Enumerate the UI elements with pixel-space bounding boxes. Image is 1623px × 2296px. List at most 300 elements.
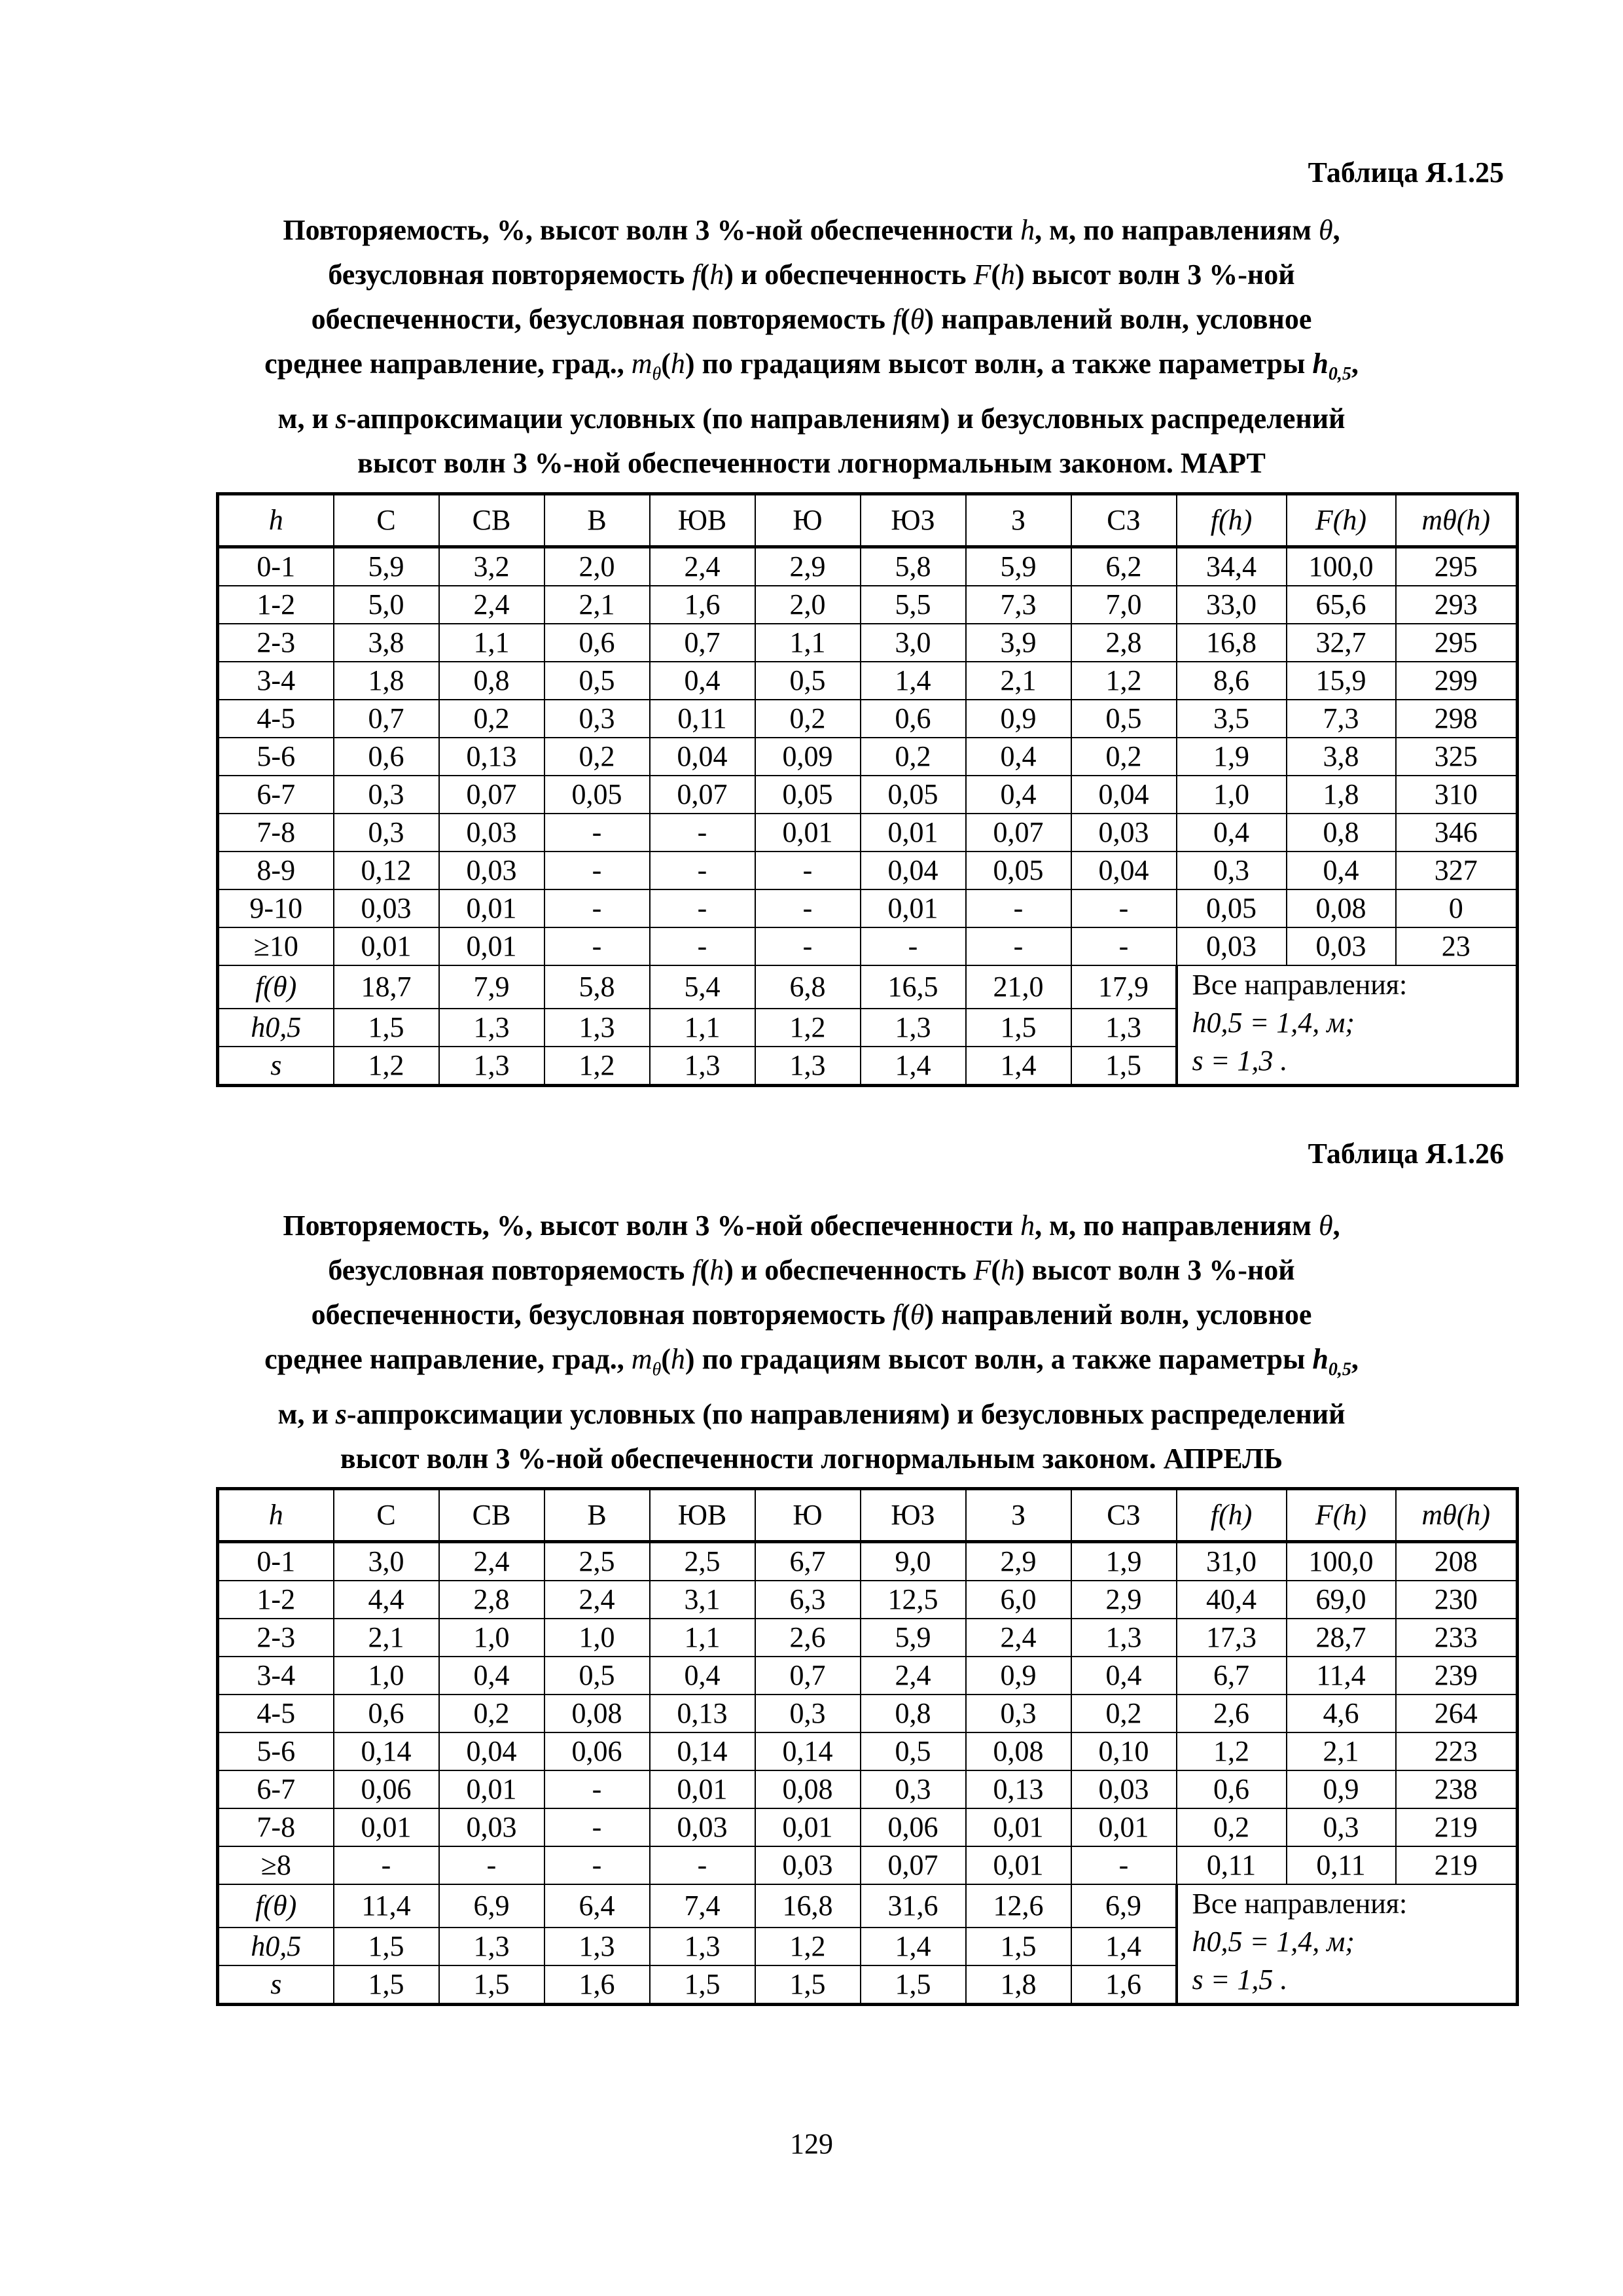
table-cell: 0,05 — [544, 776, 650, 814]
table-cell: 325 — [1396, 738, 1518, 776]
table-cell: 298 — [1396, 700, 1518, 738]
table-cell: 0,7 — [755, 1657, 861, 1695]
table-cell: 2,1 — [334, 1619, 439, 1657]
table-cell: - — [544, 927, 650, 965]
table-cell: 0,07 — [861, 1846, 966, 1884]
table-cell: 28,7 — [1287, 1619, 1396, 1657]
row-label: 6-7 — [218, 1770, 334, 1808]
table-cell: 5,5 — [861, 586, 966, 624]
table-cell: - — [544, 1846, 650, 1884]
table-cell: 0,11 — [1177, 1846, 1287, 1884]
table-cell: 0,01 — [755, 814, 861, 852]
table-cell: 0,01 — [755, 1808, 861, 1846]
row-label: 4-5 — [218, 1695, 334, 1732]
table-cell: 7,0 — [1071, 586, 1177, 624]
table-cell: 2,4 — [861, 1657, 966, 1695]
table-cell: 0,8 — [439, 662, 544, 700]
table-cell: 2,0 — [755, 586, 861, 624]
table-cell: 3,1 — [650, 1581, 755, 1619]
table-cell: 0,5 — [861, 1732, 966, 1770]
table-cell: 2,9 — [1071, 1581, 1177, 1619]
table-cell: 0,05 — [755, 776, 861, 814]
table-cell: 3,2 — [439, 547, 544, 586]
table-cell: 1,3 — [439, 1009, 544, 1047]
table-cell: 0,9 — [966, 700, 1071, 738]
table-cell: 0,12 — [334, 852, 439, 889]
table-cell: 0,3 — [1177, 852, 1287, 889]
table-cell: 0 — [1396, 889, 1518, 927]
table-cell: 0,08 — [755, 1770, 861, 1808]
table-cell: - — [861, 927, 966, 965]
table-caption: Повторяемость, %, высот волн 3 %-ной обеспеченности h, м, по направлениям θ, безусловная повторяемость f(h) и обеспеченность F(h) высот волн 3 %-ной обеспеченности, безусловная повторяемость f(θ) направлений волн, условное среднее направление, град., $m_\theta(h)$ по градациям высот волн, а также параметры $h_{0,5}$, м, и s-аппроксимации условных (по направлениям) и безусловных распределений высот волн 3 %-ной обеспеченности логнормальным законом. МАРТ — [264, 214, 1359, 479]
table-cell: 0,04 — [650, 738, 755, 776]
table-cell: 0,3 — [861, 1770, 966, 1808]
table-cell: 0,03 — [1287, 927, 1396, 965]
column-header: С — [334, 1489, 439, 1542]
table-cell: 6,4 — [544, 1884, 650, 1928]
table-cell: 9,0 — [861, 1542, 966, 1581]
table-cell: 0,14 — [755, 1732, 861, 1770]
table-cell: 0,4 — [1287, 852, 1396, 889]
table-cell: 0,07 — [650, 776, 755, 814]
table-cell: 1,5 — [861, 1965, 966, 2005]
row-label: 3-4 — [218, 662, 334, 700]
table-cell: 0,3 — [334, 776, 439, 814]
table-cell: 0,3 — [544, 700, 650, 738]
table-cell: 0,05 — [966, 852, 1071, 889]
table-cell: - — [334, 1846, 439, 1884]
table-cell: 1,1 — [650, 1009, 755, 1047]
table-cell: - — [544, 889, 650, 927]
table-cell: 1,2 — [334, 1047, 439, 1086]
table-cell: 1,5 — [966, 1928, 1071, 1965]
table-cell: 18,7 — [334, 965, 439, 1009]
table-cell: 0,06 — [861, 1808, 966, 1846]
table-cell: 0,4 — [650, 662, 755, 700]
row-label: ≥8 — [218, 1846, 334, 1884]
table-cell: - — [650, 927, 755, 965]
table-row — [218, 889, 1518, 927]
table-cell: 2,9 — [966, 1542, 1071, 1581]
column-header: Ю — [755, 1489, 861, 1542]
table-cell: 4,4 — [334, 1581, 439, 1619]
table-cell: 0,6 — [334, 738, 439, 776]
row-label: 2-3 — [218, 624, 334, 662]
table-cell: 1,3 — [755, 1047, 861, 1086]
table-cell: 0,04 — [1071, 852, 1177, 889]
table-cell: - — [544, 1770, 650, 1808]
table-cell: 34,4 — [1177, 547, 1287, 586]
table-cell: 40,4 — [1177, 1581, 1287, 1619]
table-cell: 0,04 — [1071, 776, 1177, 814]
table-cell: 0,01 — [334, 927, 439, 965]
row-label: 9-10 — [218, 889, 334, 927]
table-cell: 310 — [1396, 776, 1518, 814]
table-cell: - — [650, 1846, 755, 1884]
table-cell: 0,13 — [650, 1695, 755, 1732]
table-cell: 1,5 — [650, 1965, 755, 2005]
table-cell: 0,4 — [966, 738, 1071, 776]
table-cell: 0,03 — [1177, 927, 1287, 965]
table-cell: 2,6 — [1177, 1695, 1287, 1732]
table-row — [218, 1732, 1518, 1770]
column-header: mθ(h) — [1396, 494, 1518, 547]
summary-all-directions: Все направления: h0,5 = 1,4, м; s = 1,5 . — [1177, 1884, 1518, 2005]
table-cell: 0,13 — [439, 738, 544, 776]
table-cell: 8,6 — [1177, 662, 1287, 700]
table-cell: 6,7 — [755, 1542, 861, 1581]
table-cell: 0,9 — [1287, 1770, 1396, 1808]
table-cell: 219 — [1396, 1846, 1518, 1884]
table-cell: 0,03 — [439, 814, 544, 852]
table-cell: 7,9 — [439, 965, 544, 1009]
table-cell: 33,0 — [1177, 586, 1287, 624]
table-cell: 1,8 — [1287, 776, 1396, 814]
table-cell: 5,8 — [544, 965, 650, 1009]
table-cell: 1,3 — [650, 1928, 755, 1965]
table-cell: 0,04 — [861, 852, 966, 889]
summary-all-directions: Все направления: h0,5 = 1,4, м; s = 1,3 . — [1177, 965, 1518, 1086]
table-cell: 1,0 — [1177, 776, 1287, 814]
row-label: 0-1 — [218, 547, 334, 586]
row-label: 3-4 — [218, 1657, 334, 1695]
table-cell: 6,9 — [1071, 1884, 1177, 1928]
row-label: 8-9 — [218, 852, 334, 889]
column-header: f(h) — [1177, 494, 1287, 547]
table-cell: 21,0 — [966, 965, 1071, 1009]
table-cell: 1,8 — [334, 662, 439, 700]
table-cell: 1,4 — [861, 662, 966, 700]
table-cell: - — [439, 1846, 544, 1884]
table-cell: 0,8 — [861, 1695, 966, 1732]
column-header: F(h) — [1287, 494, 1396, 547]
table-cell: 230 — [1396, 1581, 1518, 1619]
column-header: З — [966, 494, 1071, 547]
table-row — [218, 738, 1518, 776]
table-cell: 0,6 — [861, 700, 966, 738]
row-label: 5-6 — [218, 738, 334, 776]
table-cell: 0,4 — [650, 1657, 755, 1695]
table-cell: 1,5 — [334, 1928, 439, 1965]
table-cell: 1,4 — [861, 1928, 966, 1965]
data-table — [216, 492, 1519, 1087]
column-header: f(h) — [1177, 1489, 1287, 1542]
table-cell: 1,3 — [861, 1009, 966, 1047]
table-cell: 0,01 — [966, 1808, 1071, 1846]
table-cell: 0,4 — [1071, 1657, 1177, 1695]
table-cell: 1,9 — [1071, 1542, 1177, 1581]
table-cell: 0,04 — [439, 1732, 544, 1770]
table-cell: 0,2 — [544, 738, 650, 776]
table-cell: 0,03 — [334, 889, 439, 927]
table-cell: 0,2 — [1071, 1695, 1177, 1732]
table-cell: 0,13 — [966, 1770, 1071, 1808]
table-row — [218, 1808, 1518, 1846]
table-row — [218, 852, 1518, 889]
table-cell: 0,06 — [334, 1770, 439, 1808]
table-cell: 1,2 — [1177, 1732, 1287, 1770]
table-cell: 0,01 — [439, 927, 544, 965]
table-cell: 0,07 — [439, 776, 544, 814]
table-cell: 0,03 — [650, 1808, 755, 1846]
row-label: 6-7 — [218, 776, 334, 814]
table-cell: 223 — [1396, 1732, 1518, 1770]
table-cell: 0,01 — [1071, 1808, 1177, 1846]
table-cell: 293 — [1396, 586, 1518, 624]
table-label: Таблица Я.1.26 — [1308, 1138, 1504, 1170]
table-cell: - — [650, 852, 755, 889]
table-cell: 1,5 — [1071, 1047, 1177, 1086]
table-cell: 2,4 — [544, 1581, 650, 1619]
column-header: СВ — [439, 1489, 544, 1542]
table-cell: 0,08 — [1287, 889, 1396, 927]
table-cell: 31,6 — [861, 1884, 966, 1928]
table-cell: 1,3 — [544, 1928, 650, 1965]
table-cell: 0,07 — [966, 814, 1071, 852]
table-row — [218, 814, 1518, 852]
table-cell: 2,6 — [755, 1619, 861, 1657]
table-cell: 7,3 — [966, 586, 1071, 624]
table-cell: 2,8 — [439, 1581, 544, 1619]
row-label: 5-6 — [218, 1732, 334, 1770]
table-cell: 1,6 — [1071, 1965, 1177, 2005]
table-cell: 0,01 — [439, 889, 544, 927]
table-cell: 0,2 — [439, 700, 544, 738]
table-row — [218, 927, 1518, 965]
table-row — [218, 700, 1518, 738]
table-cell: 0,2 — [755, 700, 861, 738]
table-cell: 295 — [1396, 547, 1518, 586]
table-cell: 0,3 — [334, 814, 439, 852]
table-cell: 0,6 — [544, 624, 650, 662]
table-cell: 11,4 — [334, 1884, 439, 1928]
f-theta-row — [218, 965, 1518, 1009]
table-cell: 0,03 — [439, 852, 544, 889]
table-cell: 1,0 — [544, 1619, 650, 1657]
column-header: З — [966, 1489, 1071, 1542]
table-cell: 0,2 — [861, 738, 966, 776]
row-label: 7-8 — [218, 814, 334, 852]
table-cell: 0,09 — [755, 738, 861, 776]
table-cell: 2,9 — [755, 547, 861, 586]
table-cell: 0,03 — [755, 1846, 861, 1884]
table-cell: 17,9 — [1071, 965, 1177, 1009]
table-row — [218, 1542, 1518, 1581]
table-cell: - — [966, 927, 1071, 965]
column-header: ЮЗ — [861, 1489, 966, 1542]
table-cell: 0,2 — [1071, 738, 1177, 776]
table-row — [218, 776, 1518, 814]
column-header: ЮЗ — [861, 494, 966, 547]
table-cell: 12,6 — [966, 1884, 1071, 1928]
table-cell: 6,7 — [1177, 1657, 1287, 1695]
table-cell: 2,1 — [1287, 1732, 1396, 1770]
table-cell: 65,6 — [1287, 586, 1396, 624]
f-theta-row — [218, 1884, 1518, 1928]
table-cell: 3,0 — [861, 624, 966, 662]
table-cell: 1,8 — [966, 1965, 1071, 2005]
table-cell: 5,9 — [966, 547, 1071, 586]
table-cell: 6,3 — [755, 1581, 861, 1619]
table-cell: 0,01 — [861, 814, 966, 852]
table-cell: 17,3 — [1177, 1619, 1287, 1657]
table-cell: 0,08 — [544, 1695, 650, 1732]
table-cell: 5,9 — [334, 547, 439, 586]
table-cell: 32,7 — [1287, 624, 1396, 662]
table-cell: - — [544, 852, 650, 889]
table-cell: 4,6 — [1287, 1695, 1396, 1732]
table-cell: 2,1 — [544, 586, 650, 624]
table-cell: 2,5 — [544, 1542, 650, 1581]
row-label: 2-3 — [218, 1619, 334, 1657]
table-cell: 0,10 — [1071, 1732, 1177, 1770]
table-cell: 264 — [1396, 1695, 1518, 1732]
table-cell: 1,5 — [439, 1965, 544, 2005]
page-number: 129 — [790, 2128, 833, 2160]
column-header: СЗ — [1071, 494, 1177, 547]
table-cell: 0,01 — [861, 889, 966, 927]
table-cell: 7,3 — [1287, 700, 1396, 738]
table-cell: 0,5 — [1071, 700, 1177, 738]
table-cell: 0,7 — [650, 624, 755, 662]
table-row — [218, 1581, 1518, 1619]
table-cell: 1,0 — [334, 1657, 439, 1695]
row-label: ≥10 — [218, 927, 334, 965]
table-cell: 0,7 — [334, 700, 439, 738]
column-header: СВ — [439, 494, 544, 547]
row-label: 1-2 — [218, 1581, 334, 1619]
table-cell: 299 — [1396, 662, 1518, 700]
table-cell: 0,2 — [439, 1695, 544, 1732]
table-cell: 1,4 — [861, 1047, 966, 1086]
table-cell: 0,06 — [544, 1732, 650, 1770]
table-cell: 1,1 — [755, 624, 861, 662]
table-cell: 1,5 — [966, 1009, 1071, 1047]
table-row — [218, 1846, 1518, 1884]
table-cell: 2,0 — [544, 547, 650, 586]
table-cell: 0,5 — [544, 662, 650, 700]
table-cell: 0,4 — [439, 1657, 544, 1695]
table-cell: 16,8 — [1177, 624, 1287, 662]
table-cell: 31,0 — [1177, 1542, 1287, 1581]
table-cell: 1,3 — [1071, 1009, 1177, 1047]
table-cell: 0,3 — [755, 1695, 861, 1732]
table-cell: 15,9 — [1287, 662, 1396, 700]
table-cell: 6,9 — [439, 1884, 544, 1928]
table-cell: - — [650, 814, 755, 852]
table-cell: 1,2 — [755, 1009, 861, 1047]
table-cell: 0,03 — [1071, 1770, 1177, 1808]
table-cell: 69,0 — [1287, 1581, 1396, 1619]
table-cell: 0,8 — [1287, 814, 1396, 852]
table-cell: 16,8 — [755, 1884, 861, 1928]
table-cell: 0,3 — [966, 1695, 1071, 1732]
table-cell: 0,05 — [1177, 889, 1287, 927]
table-cell: 2,4 — [439, 1542, 544, 1581]
table-cell: - — [650, 889, 755, 927]
table-cell: - — [544, 814, 650, 852]
table-cell: 100,0 — [1287, 547, 1396, 586]
table-cell: 1,1 — [650, 1619, 755, 1657]
table-cell: 0,4 — [966, 776, 1071, 814]
table-cell: 219 — [1396, 1808, 1518, 1846]
row-label: h0,5 — [218, 1928, 334, 1965]
table-cell: 0,14 — [650, 1732, 755, 1770]
table-cell: 1,5 — [755, 1965, 861, 2005]
table-cell: - — [544, 1808, 650, 1846]
table-row — [218, 586, 1518, 624]
table-cell: 11,4 — [1287, 1657, 1396, 1695]
table-cell: 295 — [1396, 624, 1518, 662]
table-cell: 3,5 — [1177, 700, 1287, 738]
table-cell: 5,4 — [650, 965, 755, 1009]
table-cell: 6,8 — [755, 965, 861, 1009]
row-label: s — [218, 1965, 334, 2005]
table-cell: 1,3 — [650, 1047, 755, 1086]
table-cell: 2,4 — [439, 586, 544, 624]
table-cell: 5,8 — [861, 547, 966, 586]
table-row — [218, 1695, 1518, 1732]
table-cell: 0,14 — [334, 1732, 439, 1770]
row-label: 4-5 — [218, 700, 334, 738]
table-cell: 0,2 — [1177, 1808, 1287, 1846]
table-cell: 23 — [1396, 927, 1518, 965]
table-cell: 1,2 — [1071, 662, 1177, 700]
table-cell: 233 — [1396, 1619, 1518, 1657]
table-cell: 0,6 — [334, 1695, 439, 1732]
table-cell: 2,8 — [1071, 624, 1177, 662]
table-row — [218, 1770, 1518, 1808]
table-cell: 1,9 — [1177, 738, 1287, 776]
table-cell: 1,2 — [755, 1928, 861, 1965]
column-header: ЮВ — [650, 1489, 755, 1542]
row-label: f(θ) — [218, 965, 334, 1009]
table-cell: 5,9 — [861, 1619, 966, 1657]
table-cell: 7,4 — [650, 1884, 755, 1928]
table-cell: 238 — [1396, 1770, 1518, 1808]
table-row — [218, 1619, 1518, 1657]
table-cell: 0,6 — [1177, 1770, 1287, 1808]
table-cell: 0,11 — [650, 700, 755, 738]
table-cell: 0,5 — [544, 1657, 650, 1695]
data-table — [216, 1487, 1519, 2006]
column-header: mθ(h) — [1396, 1489, 1518, 1542]
table-cell: 2,4 — [650, 547, 755, 586]
table-cell: 2,4 — [966, 1619, 1071, 1657]
table-cell: - — [1071, 927, 1177, 965]
row-label: h0,5 — [218, 1009, 334, 1047]
table-cell: 2,1 — [966, 662, 1071, 700]
column-header: В — [544, 1489, 650, 1542]
column-header: Ю — [755, 494, 861, 547]
table-cell: 0,9 — [966, 1657, 1071, 1695]
table-cell: 1,3 — [544, 1009, 650, 1047]
table-cell: 1,0 — [439, 1619, 544, 1657]
table-cell: - — [755, 889, 861, 927]
table-cell: 1,5 — [334, 1965, 439, 2005]
row-label: 1-2 — [218, 586, 334, 624]
table-cell: 1,3 — [439, 1928, 544, 1965]
table-cell: 5,0 — [334, 586, 439, 624]
table-cell: 1,6 — [544, 1965, 650, 2005]
table-header-row — [218, 1489, 1518, 1542]
table-cell: 0,01 — [334, 1808, 439, 1846]
table-cell: 6,2 — [1071, 547, 1177, 586]
row-label: f(θ) — [218, 1884, 334, 1928]
table-cell: 208 — [1396, 1542, 1518, 1581]
table-cell: 0,08 — [966, 1732, 1071, 1770]
column-header: ЮВ — [650, 494, 755, 547]
